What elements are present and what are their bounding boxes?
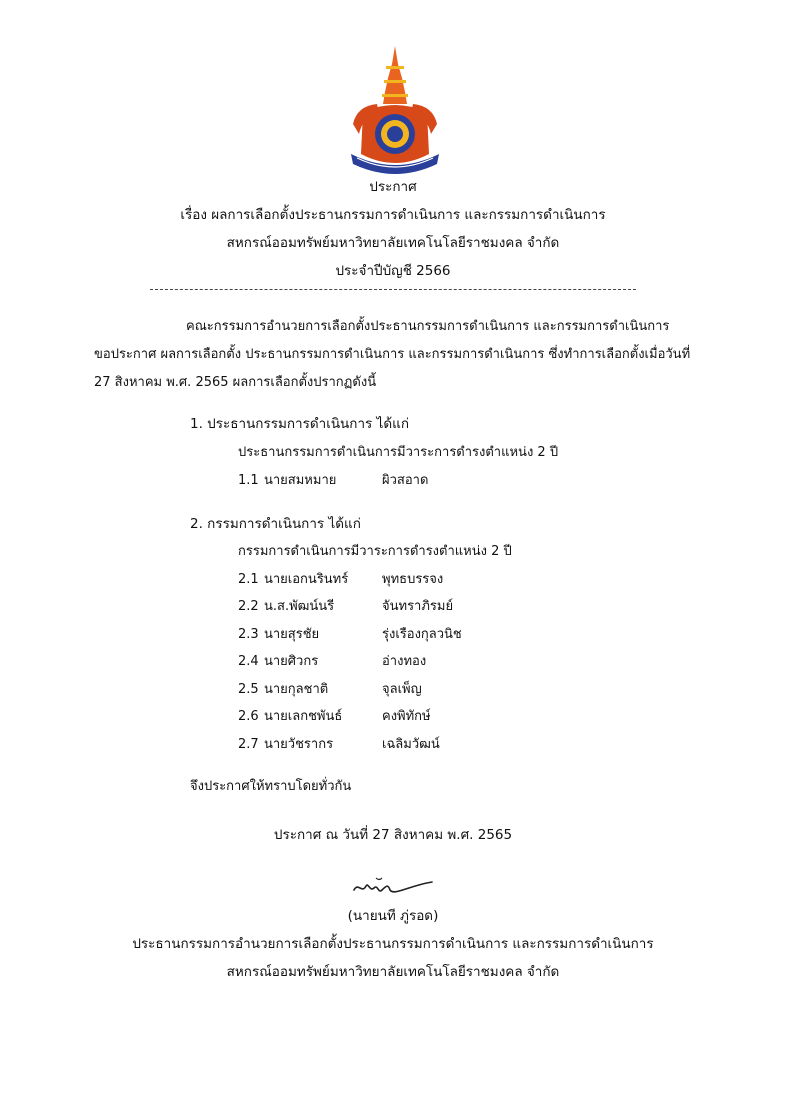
member-first-name: นายวัชรากร: [264, 737, 334, 752]
member-first-name: นายสมหมาย: [264, 473, 337, 488]
member-last-name: จันทราภิรมย์: [382, 599, 454, 614]
section-1-term: ประธานกรรมการดำเนินการมีวาระการดำรงตำแหน่ง 2 ปี: [238, 445, 559, 460]
committee-member-row: [238, 625, 462, 645]
committee-member-row: [238, 597, 453, 617]
member-last-name: ผิวสอาด: [382, 473, 429, 488]
member-number: 1.1: [238, 473, 259, 488]
handwritten-signature: [348, 872, 438, 902]
member-last-name: จุลเพ็ญ: [382, 682, 422, 697]
member-number: 2.7: [238, 737, 259, 752]
member-last-name: เฉลิมวัฒน์: [382, 737, 440, 752]
committee-member-row: [238, 735, 440, 755]
member-last-name: พุทธบรรจง: [382, 572, 444, 587]
university-crest-logo: [349, 44, 441, 176]
signer-organization: สหกรณ์ออมทรัพย์มหาวิทยาลัยเทคโนโลยีราชมงคล จำกัด: [226, 964, 560, 980]
member-number: 2.2: [238, 599, 259, 614]
announcement-title: ประกาศ: [369, 179, 417, 195]
section-2-term: กรรมการดำเนินการมีวาระการดำรงตำแหน่ง 2 ปี: [238, 544, 512, 559]
member-number: 2.4: [238, 654, 259, 669]
section-2-heading: 2. กรรมการดำเนินการ ได้แก่: [190, 516, 361, 532]
member-last-name: อ่างทอง: [382, 654, 427, 669]
chairman-row: [238, 471, 428, 491]
intro-line-3: 27 สิงหาคม พ.ศ. 2565 ผลการเลือกตั้งปรากฏดังนี้: [94, 375, 377, 390]
section-1-heading: 1. ประธานกรรมการดำเนินการ ได้แก่: [190, 416, 410, 432]
announcement-date: ประกาศ ณ วันที่ 27 สิงหาคม พ.ศ. 2565: [273, 827, 513, 843]
member-number: 2.5: [238, 682, 259, 697]
member-number: 2.3: [238, 627, 259, 642]
announcement-subject: เรื่อง ผลการเลือกตั้งประธานกรรมการดำเนินการ และกรรมการดำเนินการ: [180, 207, 606, 223]
member-first-name: นายเอกนรินทร์: [264, 572, 349, 587]
member-first-name: น.ส.พัฒน์นรี: [264, 599, 335, 614]
intro-line-1: คณะกรรมการอำนวยการเลือกตั้งประธานกรรมการดำเนินการ และกรรมการดำเนินการ: [186, 319, 670, 334]
member-first-name: นายกุลชาติ: [264, 682, 329, 697]
committee-member-row: [238, 652, 426, 672]
header-divider: [150, 289, 636, 290]
member-number: 2.6: [238, 709, 259, 724]
committee-member-row: [238, 680, 422, 700]
member-number: 2.1: [238, 572, 259, 587]
signer-name: (นายนที ภู่รอด): [347, 908, 439, 924]
organization-name: สหกรณ์ออมทรัพย์มหาวิทยาลัยเทคโนโลยีราชมงคล จำกัด: [226, 235, 560, 251]
closing-statement: จึงประกาศให้ทราบโดยทั่วกัน: [190, 779, 352, 794]
member-first-name: นายสุรชัย: [264, 627, 320, 642]
fiscal-year: ประจำปีบัญชี 2566: [335, 263, 451, 279]
member-first-name: นายเลกชพันธ์: [264, 709, 343, 724]
committee-member-row: [238, 707, 431, 727]
committee-member-row: [238, 570, 443, 590]
intro-line-2: ขอประกาศ ผลการเลือกตั้ง ประธานกรรมการดำเนินการ และกรรมการดำเนินการ ซึ่งทำการเลือกตั้งเมื่อวันที่: [94, 347, 691, 362]
member-first-name: นายศิวกร: [264, 654, 319, 669]
signer-position: ประธานกรรมการอำนวยการเลือกตั้งประธานกรรมการดำเนินการ และกรรมการดำเนินการ: [132, 936, 654, 952]
member-last-name: รุ่งเรืองกุลวนิช: [382, 627, 462, 642]
member-last-name: คงพิทักษ์: [382, 709, 431, 724]
